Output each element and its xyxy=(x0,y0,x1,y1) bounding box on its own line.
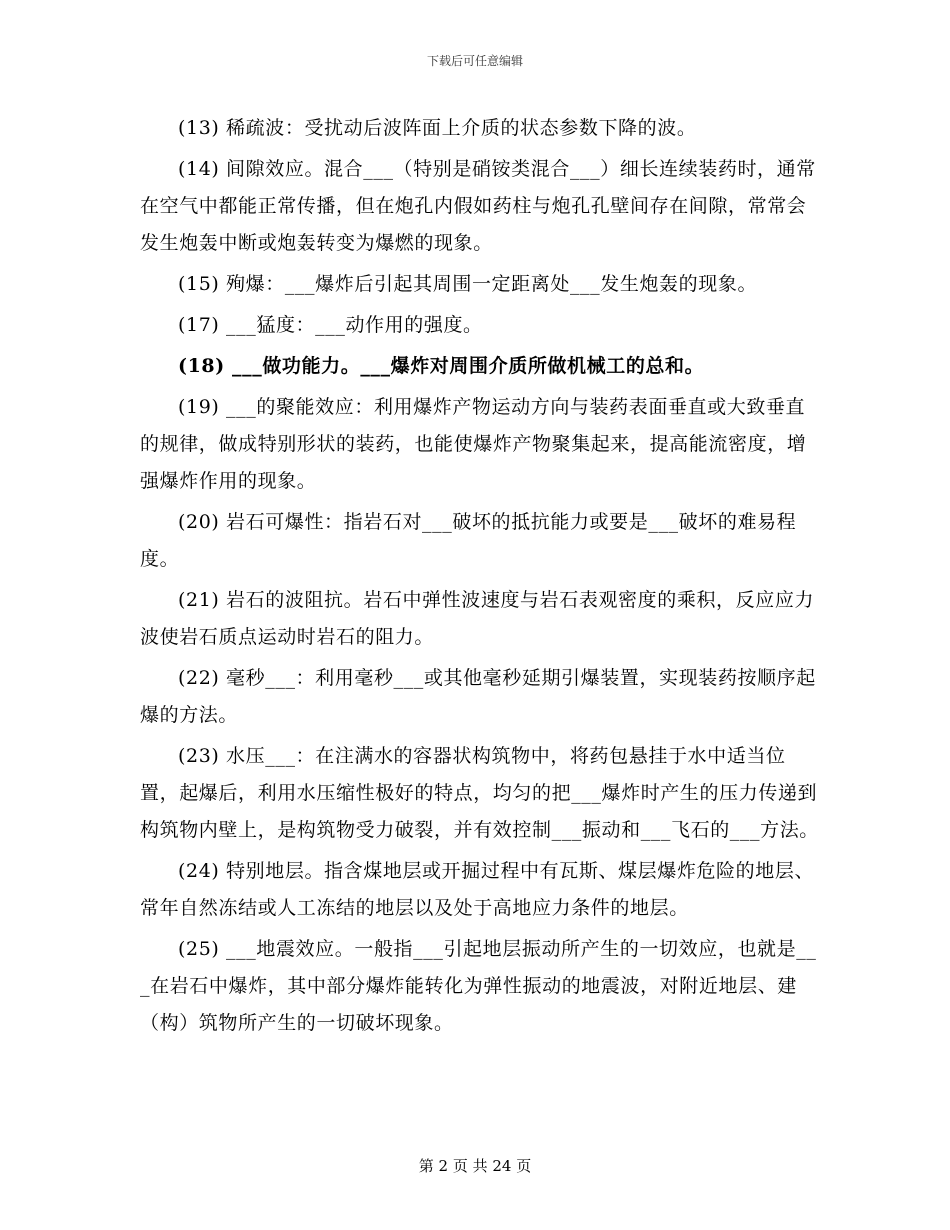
paragraph-25: (25) ___地震效应。一般指___引起地层振动所产生的一切效应，也就是___在岩石中爆炸，其中部分爆炸能转化为弹性振动的地震波，对附近地层、建（构）筑物所产生的一切破坏现象。 xyxy=(140,938,817,1034)
page-number: 第 2 页 共 24 页 xyxy=(418,1157,532,1175)
paragraph-24: (24) 特别地层。指含煤地层或开掘过程中有瓦斯、煤层爆炸危险的地层、常年自然冻结或人工冻结的地层以及处于高地应力条件的地层。 xyxy=(140,860,815,919)
paragraph-14: (14) 间隙效应。混合___（特别是硝铵类混合___）细长连续装药时，通常在空气中都能正常传播，但在炮孔内假如药柱与炮孔孔壁间存在间隙，常常会发生炮轰中断或炮轰转变为爆燃的现象。 xyxy=(140,158,816,254)
paragraph-15: (15) 殉爆：___爆炸后引起其周围一定距离处___发生炮轰的现象。 xyxy=(178,273,758,295)
page-header: 下载后可任意编辑 xyxy=(426,54,523,68)
paragraph-22: (22) 毫秒___：利用毫秒___或其他毫秒延期引爆装置，实现装药按顺序起爆的方法。 xyxy=(140,667,816,726)
paragraph-13: (13) 稀疏波：受扰动后波阵面上介质的状态参数下降的波。 xyxy=(178,117,697,139)
paragraph-19: (19) ___的聚能效应：利用爆炸产物运动方向与装药表面垂直或大致垂直的规律，做成特别形状的装药，也能使爆炸产物聚集起来，提高能流密度，增强爆炸作用的现象。 xyxy=(140,396,807,492)
paragraph-18: (18) ___做功能力。___爆炸对周围介质所做机械工的总和。 xyxy=(178,355,705,377)
paragraph-17: (17) ___猛度：___动作用的强度。 xyxy=(178,314,483,336)
paragraph-21: (21) 岩石的波阻抗。岩石中弹性波速度与岩石表观密度的乘积，反应应力波使岩石质点运动时岩石的阻力。 xyxy=(140,589,815,648)
document-body xyxy=(140,110,820,1046)
paragraph-20: (20) 岩石可爆性：指岩石对___破坏的抵抗能力或要是___破坏的难易程度。 xyxy=(140,511,797,570)
paragraph-23: (23) 水压___：在注满水的容器状构筑物中，将药包悬挂于水中适当位置，起爆后，利用水压缩性极好的特点，均匀的把___爆炸时产生的压力传递到构筑物内壁上，是构筑物受力破裂，并有效控制___振动和___飞石的___方法。 xyxy=(140,745,819,841)
